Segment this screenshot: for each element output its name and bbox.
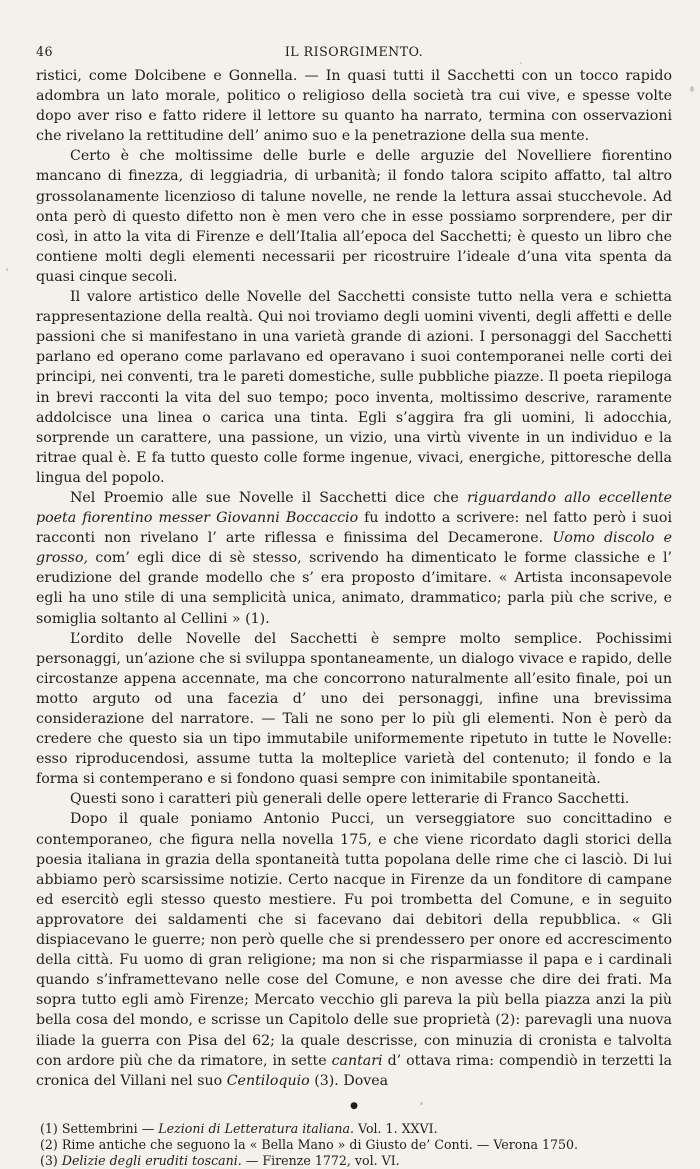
text-run: (1) Settembrini — [40,1120,159,1136]
page-speck [6,268,8,271]
paragraph [36,809,672,1090]
italic-text: Lezioni di Letteratura italiana. [158,1120,354,1136]
footnote [36,1121,672,1137]
paragraph [36,66,672,146]
paragraph [36,146,672,287]
text-run: fu indotto a scrivere: nel fatto però i suoi racconti non rivelano l’ arte riflessa e finissima del Decamerone. [36,510,672,547]
running-header [36,44,672,66]
paragraph [36,789,672,809]
text-run: — Firenze 1772, vol. VI. [241,1152,400,1168]
italic-text: Centiloquio [226,1072,310,1089]
footnote [36,1153,672,1169]
italic-text: cantari [331,1052,383,1069]
text-run: Certo è che moltissime delle burle e delle arguzie del Novelliere fiorentino mancano di finezza, di leggiadria, di urbanità; il fondo talora scipito affatto, tal altro grossolanamente licenzioso di talune novelle, ne rende la lettura assai stucchevole. Ad onta però di questo difetto non è men vero che in esse possiamo sorprendere, per dir così, in atto la vita di Firenze e dell’Italia all’epoca del Sacchetti; è questo un libro che contiene molti degli elementi necessarii per ricostruire l’ideale d’una vita spenta da quasi cinque secoli. [36,148,672,285]
text-run: Dopo il quale poniamo Antonio Pucci, un verseggiatore suo concittadino e contemporaneo, che figura nella novella 175, e che viene ricordato dagli storici della poesia italiana in grazia della spontaneità tutta popolana delle rime che ci lasciò. Di lui abbiamo però scarsissime notizie. Certo nacque in Firenze da un fonditore di campane ed esercitò egli stesso questo mestiere. Fu poi trombetta del Comune, e in seguito approvatore dei saldamenti che si facevano dai debitori della repubblica. « Gli dispiacevano le guerre; non però quelle che si prendessero per onore ed accrescimento della città. Fu uomo di gran religione; ma non si che risparmiasse il papa e i cardinali quando s’inframettevano nelle cose del Comune, e non avesse che dire dei frati. Ma sopra tutto egli amò Firenze; Mercato vecchio gli pareva la più bella piazza anzi la più bella cosa del mondo, e scrisse un Capitolo delle sue proprietà (2): parevagli una nuova iliade la guerra con Pisa del 62; la quale descrisse, con minuzia di cronista e talvolta con ardore più che da rimatore, in sette [36,811,672,1069]
text-run: Questi sono i caratteri più generali delle opere letterarie di Franco Sacchetti. [70,791,630,808]
text-run: d’ ottava rima: compendiò in terzetti la cronica del Villani nel suo [36,1052,672,1089]
footnote [36,1137,672,1153]
body-text [36,66,672,1091]
running-title: IL RISORGIMENTO. [284,44,424,59]
paragraph [36,629,672,790]
text-run: L’ordito delle Novelle del Sacchetti è sempre molto semplice. Pochissimi personaggi, un’azione che si sviluppa spontaneamente, un dialogo vivace e rapido, delle circostanze appena accennate, ma che concorrono naturalmente all’esito finale, poi un motto arguto od una facezia d’ uno dei personaggi, infine una brevissima considerazione del narratore. — Tali ne sono per lo più gli elementi. Non è però da credere che questo sia un tipo immutabile uniformemente ripetuto in tutte le Novelle: esso riproducendosi, assume tutta la molteplice varietà del contenuto; il fondo e la forma si contemperano e si fondono quasi sempre con inimitabile spontaneità. [36,630,672,788]
ink-mark: ● [350,1100,358,1111]
italic-text: Delizie degli eruditi toscani. [61,1152,242,1168]
text-run: Nel Proemio alle sue Novelle il Sacchetti dice che [70,489,467,506]
footnotes [36,1121,672,1169]
text-run: ristici, come Dolcibene e Gonnella. — In quasi tutti il Sacchetti con un tocco rapido adombra un lato morale, politico o religioso della società tra cui vive, e spesse volte dopo aver riso e fatto ridere il lettore su quanto ha narrato, termina con osservazioni che rivelano la rettitudine dell’ animo suo e la penetrazione della sua mente. [36,68,672,145]
text-run: com’ egli dice di sè stesso, scrivendo ha dimenticato le forme classiche e l’ erudizione del grande modello che s’ era proposto d’imitare. « Artista inconsapevole egli ha uno stile di una semplicità unica, animato, drammatico; parla più che scrive, e somiglia soltanto al Cellini » (1). [36,550,672,627]
paragraph [36,287,672,488]
text-run: Vol. 1. XXVI. [354,1120,438,1136]
paragraph [36,488,672,629]
page-speck [690,86,694,92]
text-run: (3) [40,1152,62,1168]
italic-text: Uomo discolo e grosso, [36,530,672,567]
book-page [36,44,672,1169]
italic-text: riguardando allo eccellente poeta fiorentino messer Giovanni Boccaccio [36,489,672,527]
page-number: 46 [36,44,54,59]
text-run: Il valore artistico delle Novelle del Sacchetti consiste tutto nella vera e schietta rappresentazione della realtà. Qui noi troviamo degli uomini viventi, degli affetti e delle passioni che si manifestano in una varietà grande di azioni. I personaggi del Sacchetti parlano ed operano come parlavano ed operavano i suoi contemporanei nelle corti dei principi, nei conventi, tra le pareti domestiche, sulle pubbliche piazze. Il poeta riepiloga in brevi racconti la vita del suo tempo; poco inventa, moltissimo descrive, raramente addolcisce una linea o carica una tinta. Egli s’aggira fra gli uomini, li adocchia, sorprende un carattere, una passione, un vizio, una virtù vivente in un individuo e la ritrae qual è. E fa tutto questo colle forme ingenue, vivaci, energiche, pittoresche della lingua del popolo. [36,289,672,486]
text-run: (3). Dovea [309,1072,389,1089]
text-run: (2) Rime antiche che seguono la « Bella Mano » di Giusto de’ Conti. — Verona 1750. [40,1136,579,1152]
